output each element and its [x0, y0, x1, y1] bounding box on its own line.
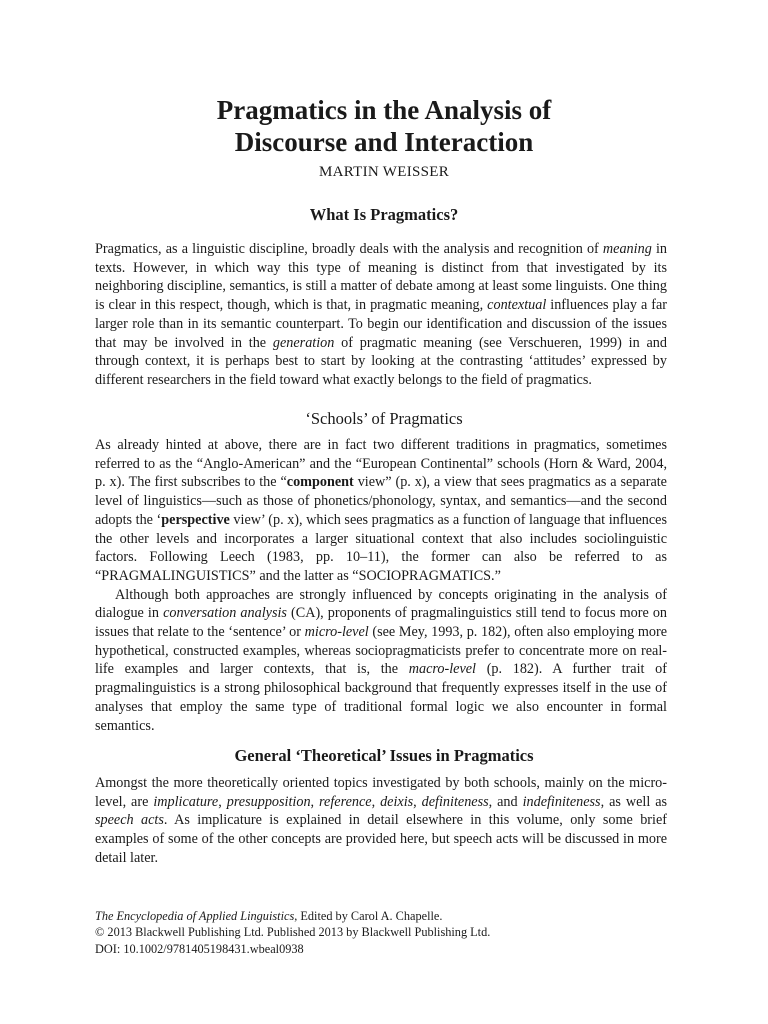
title-line-2: Discourse and Interaction: [234, 127, 534, 157]
footer-citation: [95, 908, 667, 924]
text-run: As already hinted at above, there are in fact two different traditions in pragmatics, sometimes referred to as the “Anglo-American” and the “European Continental” schools (Horn & Ward, 2004, p. x). The first subscribes to the “: [95, 437, 667, 491]
text-run: Although both approaches are strongly influenced by concepts originating in the analysis of dialogue in: [95, 586, 667, 622]
bold-term: component: [286, 474, 354, 491]
footer-copyright: © 2013 Blackwell Publishing Ltd. Published 2013 by Blackwell Publishing Ltd.: [95, 925, 491, 940]
author-name: MARTIN WEISSER: [318, 164, 450, 180]
section-what-is-pragmatics: [95, 240, 667, 390]
title-line-1: Pragmatics in the Analysis of: [216, 95, 552, 125]
italic-term: conversation analysis: [163, 605, 287, 622]
text-run: in texts. However, in which way this type of meaning is distinct from that investigated by its neighboring discipline, semantics, is still a matter of debate among at least some linguists. One thing is clear in this respect, though, which is that, in pragmatic meaning,: [95, 241, 667, 314]
paragraph-general: [95, 774, 667, 868]
text-run: (p. 182). A further trait of pragmalinguistics is a strong philosophical background that frequently expresses itself in the use of analyses that employ the same type of traditional formal logic we also encounter in formal semantics.: [95, 661, 668, 734]
text-run: (CA), proponents of pragmalinguistics still tend to focus more on issues that relate to the ‘sentence’ or: [95, 605, 668, 641]
text-run: Amongst the more theoretically oriented topics investigated by both schools, mainly on the micro-level, are: [95, 775, 667, 810]
text-run: ,: [310, 793, 320, 810]
section-general-theoretical-issues: [95, 774, 667, 868]
text-run: , as well as: [600, 793, 668, 810]
text-run: ,: [371, 793, 381, 810]
italic-term: generation: [272, 334, 335, 351]
text-run: view’ (p. x), which sees pragmatics as a function of language that influences the other levels and incorporates a larger situational context that also includes sociolinguistic factors. Following Leech (1983, pp. 10–11), the former can also be referred to as “PRAGMALINGUISTICS” and the latter as “SOCIOPRAGMATICS.”: [95, 511, 667, 584]
text-run: ,: [413, 793, 422, 810]
text-run: (see Mey, 1993, p. 182), often also employing more hypothetical, constructed examples, whereas sociopragmaticists prefer to concentrate more on real-life examples and larger contexts, that is, the: [95, 624, 667, 678]
italic-term: speech acts: [95, 812, 164, 829]
italic-term: deixis: [380, 793, 414, 810]
italic-term: micro-level: [304, 624, 369, 641]
text-run: influences play a far larger role than in its semantic counterpart. To begin our identification and discussion of the issues that may be involved in the: [95, 297, 667, 351]
footer-book-title: The Encyclopedia of Applied Linguistics: [95, 909, 295, 923]
bold-term: perspective: [161, 511, 230, 528]
paragraph-schools-2: [95, 586, 667, 736]
footer-edited-by: , Edited by Carol A. Chapelle.: [294, 909, 443, 923]
italic-term: meaning: [602, 241, 652, 257]
paragraph-schools-1: [95, 436, 667, 586]
text-run: view” (p. x), a view that sees pragmatics as a separate level of linguistics—such as those of phonetics/phonology, syntax, and semantics—and the second adopts the ‘: [95, 474, 667, 528]
paragraph-what-is-pragmatics: [95, 240, 667, 390]
text-run: . As implicature is explained in detail elsewhere in this volume, only some brief examples of some of the other concepts are provided here, but speech acts will be discussed in more detail later.: [95, 812, 667, 866]
heading-schools-of-pragmatics: ‘Schools’ of Pragmatics: [305, 409, 463, 428]
section-schools-of-pragmatics: [95, 436, 667, 735]
italic-term: presupposition: [226, 793, 311, 810]
italic-term: macro-level: [408, 661, 476, 678]
italic-term: contextual: [487, 297, 547, 314]
publication-footer: [95, 908, 667, 957]
italic-term: reference: [319, 793, 372, 810]
heading-what-is-pragmatics: What Is Pragmatics?: [309, 205, 459, 224]
heading-general-theoretical-issues: General ‘Theoretical’ Issues in Pragmatics: [234, 746, 534, 765]
text-run: Pragmatics, as a linguistic discipline, broadly deals with the analysis and recognition of: [95, 241, 603, 257]
italic-term: definiteness: [421, 793, 489, 810]
text-run: , and: [488, 793, 523, 810]
article-title: [0, 94, 768, 158]
italic-term: indefiniteness: [522, 793, 601, 810]
text-run: ,: [218, 793, 227, 810]
text-run: of pragmatic meaning (see Verschueren, 1999) in and through context, it is perhaps best to start by looking at the contrasting ‘attitudes’ expressed by different researchers in the field toward what exactly belongs to the field of pragmatics.: [95, 334, 667, 388]
italic-term: implicature: [153, 793, 219, 810]
footer-doi: DOI: 10.1002/9781405198431.wbeal0938: [95, 941, 304, 956]
